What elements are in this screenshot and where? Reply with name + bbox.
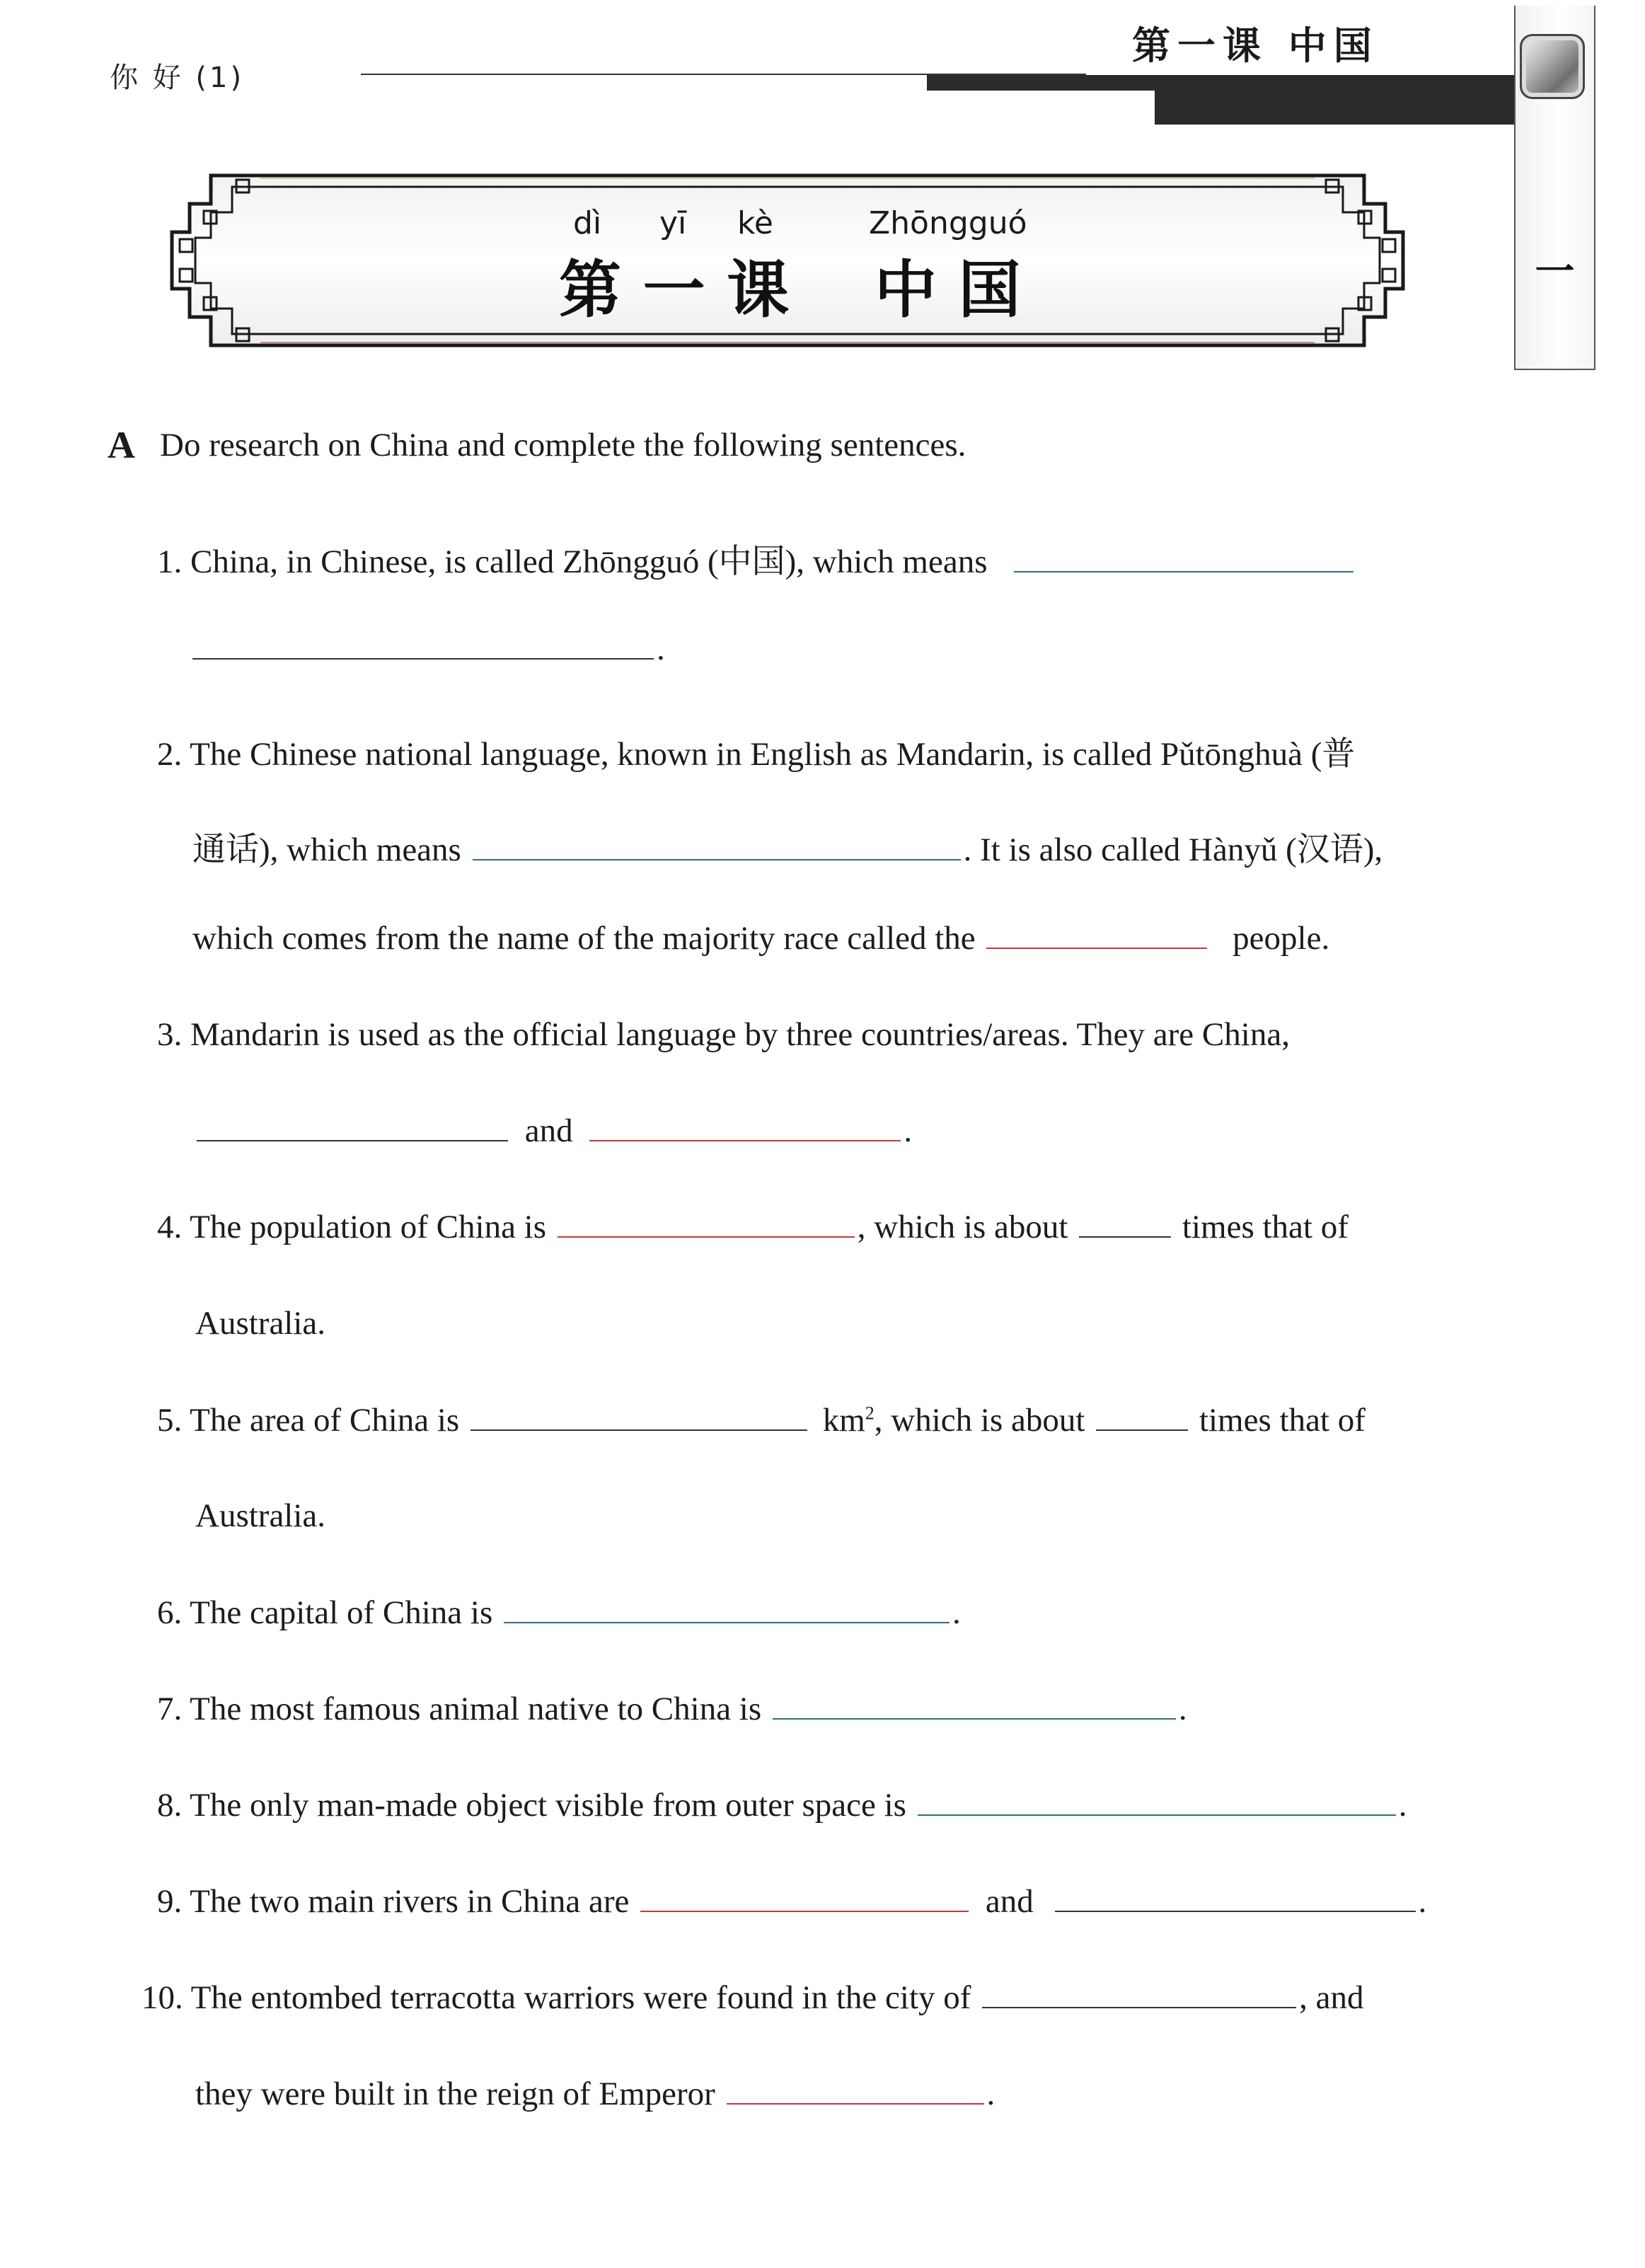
question-10-cont: they were built in the reign of Emperor . bbox=[195, 2076, 995, 2112]
answer-blank[interactable] bbox=[982, 2006, 1296, 2008]
question-text: 1. China, in Chinese, is called Zhōngguó (中国), which means bbox=[157, 543, 988, 580]
chapter-tab-icon bbox=[1520, 34, 1585, 99]
pinyin-zhongguo: Zhōngguó bbox=[869, 205, 1027, 241]
chapter-tab-number: 一 bbox=[1535, 249, 1575, 295]
answer-blank[interactable] bbox=[640, 1910, 969, 1912]
answer-blank[interactable] bbox=[1096, 1429, 1188, 1431]
pinyin-yi: yī bbox=[659, 205, 687, 241]
question-4: 4. The population of China is , which is about times that of bbox=[157, 1209, 1349, 1245]
section-letter: A bbox=[108, 424, 135, 466]
question-8: 8. The only man-made object visible from outer space is . bbox=[157, 1787, 1407, 1824]
header-bar bbox=[927, 75, 1518, 91]
question-3-cont: and . bbox=[194, 1112, 912, 1150]
header-bar-step bbox=[1155, 91, 1518, 125]
pinyin-ke: kè bbox=[737, 205, 773, 241]
question-5: 5. The area of China is $km^2$, which is about times that of bbox=[157, 1402, 1366, 1439]
answer-blank[interactable] bbox=[558, 1236, 855, 1238]
answer-blank[interactable] bbox=[197, 1139, 508, 1141]
answer-blank[interactable] bbox=[1055, 1910, 1416, 1912]
lesson-title: 第一课 中国 bbox=[1132, 23, 1379, 68]
question-2-line3: which comes from the name of the majority race called the people. bbox=[192, 920, 1330, 957]
answer-blank[interactable] bbox=[918, 1814, 1396, 1816]
banner-country-chinese: 中 国 bbox=[875, 253, 1021, 326]
question-text: 2. The Chinese national language, known in English as Mandarin, is called Pǔtōnghuà (普 bbox=[157, 736, 1356, 773]
question-4-cont: Australia. bbox=[195, 1305, 326, 1342]
answer-blank[interactable] bbox=[192, 657, 654, 660]
question-text: 3. Mandarin is used as the official language by three countries/areas. They are China, bbox=[157, 1016, 1290, 1053]
question-10: 10. The entombed terracotta warriors were found in the city of , and bbox=[142, 1979, 1364, 2016]
answer-blank[interactable] bbox=[504, 1621, 950, 1623]
question-1-cont: . bbox=[190, 630, 665, 668]
book-title: 你 好 (1) bbox=[110, 62, 245, 94]
answer-blank[interactable] bbox=[986, 947, 1207, 949]
banner-lesson-chinese: 第 一 课 bbox=[559, 253, 790, 326]
answer-blank[interactable] bbox=[589, 1139, 901, 1141]
pinyin-di: dì bbox=[573, 205, 602, 241]
answer-blank[interactable] bbox=[1014, 570, 1353, 572]
answer-blank[interactable] bbox=[473, 858, 961, 860]
answer-blank[interactable] bbox=[773, 1717, 1176, 1720]
answer-blank[interactable] bbox=[471, 1429, 807, 1431]
question-2-line2: 通话), which means . It is also called Hànyǔ (汉语), bbox=[192, 831, 1383, 868]
question-1 bbox=[157, 535, 1356, 582]
answer-blank[interactable] bbox=[727, 2102, 984, 2105]
question-3 bbox=[157, 1015, 1290, 1054]
section-instruction: Do research on China and complete the following sentences. bbox=[160, 427, 966, 464]
answer-blank[interactable] bbox=[1079, 1236, 1171, 1238]
question-7: 7. The most famous animal native to China is . bbox=[157, 1691, 1187, 1727]
question-6: 6. The capital of China is . bbox=[157, 1594, 961, 1631]
question-5-cont: Australia. bbox=[195, 1497, 326, 1534]
question-9: 9. The two main rivers in China are and . bbox=[157, 1883, 1427, 1920]
question-2 bbox=[157, 727, 1355, 775]
